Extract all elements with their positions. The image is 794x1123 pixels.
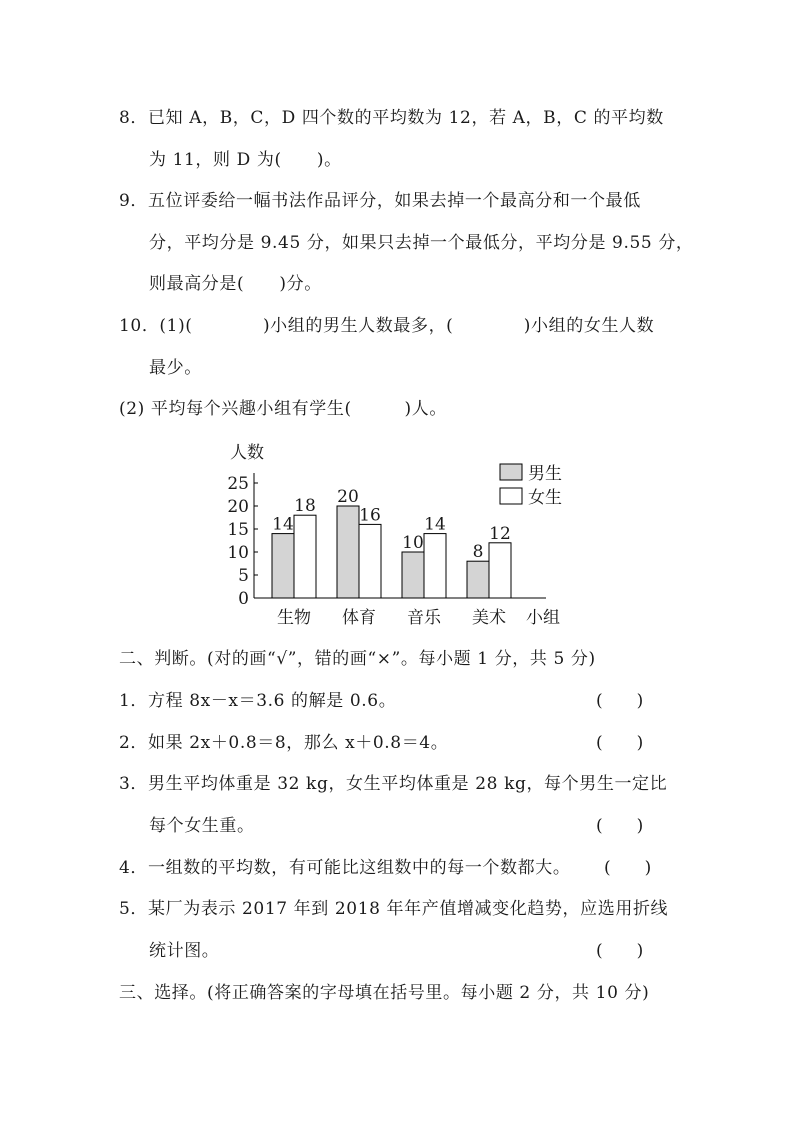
y-tick-label: 20 xyxy=(227,497,249,517)
x-tick-label: 生物 xyxy=(277,608,311,628)
legend-swatch xyxy=(500,488,522,504)
judge-item-3-text-cont: 每个女生重。 xyxy=(149,816,255,836)
question-10-line-1: 10．(1)( )小组的男生人数最多，( )小组的女生人数 xyxy=(119,316,655,336)
judge-item-4-text: 4．一组数的平均数，有可能比这组数中的每一个数都大。 xyxy=(119,858,571,878)
judge-item-3-answer-blank[interactable]: ( ) xyxy=(596,816,644,836)
y-tick-label: 10 xyxy=(227,543,249,563)
section-2-heading: 二、判断。(对的画“√”，错的画“×”。每小题 1 分，共 5 分) xyxy=(119,649,596,669)
data-label: 16 xyxy=(359,505,381,526)
data-label: 8 xyxy=(472,542,484,563)
x-tick-label: 音乐 xyxy=(407,608,441,628)
legend-swatch xyxy=(500,464,522,480)
judge-item-1-text: 1．方程 8x－x＝3.6 的解是 0.6。 xyxy=(119,691,397,711)
data-label: 20 xyxy=(337,487,359,507)
data-label: 10 xyxy=(402,533,424,553)
x-tick-label: 美术 xyxy=(472,608,506,628)
judge-item-3-text: 3．男生平均体重是 32 kg，女生平均体重是 28 kg，每个男生一定比 xyxy=(119,774,668,794)
section-3-heading: 三、选择。(将正确答案的字母填在括号里。每小题 2 分，共 10 分) xyxy=(119,983,650,1003)
y-tick-label: 5 xyxy=(238,566,249,586)
x-axis-label: 小组 xyxy=(526,608,560,628)
judge-item-5-text-cont: 统计图。 xyxy=(149,941,220,961)
bar-男生-美术 xyxy=(467,561,489,598)
question-9-line-3: 则最高分是( )分。 xyxy=(149,274,322,294)
y-tick-label: 0 xyxy=(238,589,249,609)
judge-item-1-answer-blank[interactable]: ( ) xyxy=(596,691,644,711)
bar-男生-音乐 xyxy=(402,552,424,598)
question-9-line-1: 9．五位评委给一幅书法作品评分，如果去掉一个最高分和一个最低 xyxy=(119,191,641,211)
data-label: 12 xyxy=(489,523,511,544)
legend-label: 男生 xyxy=(528,464,562,484)
judge-item-4-answer-blank[interactable]: ( ) xyxy=(604,858,652,878)
question-9-line-2: 分，平均分是 9.45 分，如果只去掉一个最低分，平均分是 9.55 分， xyxy=(149,233,694,253)
y-tick-label: 25 xyxy=(227,474,249,494)
x-tick-label: 体育 xyxy=(342,608,376,628)
question-8-line-1: 8．已知 A，B，C，D 四个数的平均数为 12，若 A，B，C 的平均数 xyxy=(119,108,664,128)
y-axis-label: 人数 xyxy=(230,443,264,463)
bar-女生-生物 xyxy=(294,515,316,598)
bar-chart xyxy=(218,436,578,632)
judge-item-2-answer-blank[interactable]: ( ) xyxy=(596,733,644,753)
legend-label: 女生 xyxy=(528,488,562,508)
bar-女生-美术 xyxy=(489,543,511,598)
question-8-line-2: 为 11，则 D 为( )。 xyxy=(149,150,342,170)
data-label: 14 xyxy=(272,514,294,535)
question-10-line-3: (2) 平均每个兴趣小组有学生( )人。 xyxy=(119,399,447,419)
bar-男生-生物 xyxy=(272,534,294,598)
data-label: 18 xyxy=(294,496,316,517)
bar-女生-音乐 xyxy=(424,534,446,598)
judge-item-5-answer-blank[interactable]: ( ) xyxy=(596,941,644,961)
bar-女生-体育 xyxy=(359,524,381,598)
data-label: 14 xyxy=(424,514,446,535)
judge-item-5-text: 5．某厂为表示 2017 年到 2018 年年产值增减变化趋势，应选用折线 xyxy=(119,899,669,919)
question-10-line-2: 最少。 xyxy=(149,358,202,378)
y-tick-label: 15 xyxy=(227,520,249,540)
bar-男生-体育 xyxy=(337,506,359,598)
judge-item-2-text: 2．如果 2x＋0.8＝8，那么 x＋0.8＝4。 xyxy=(119,733,449,753)
